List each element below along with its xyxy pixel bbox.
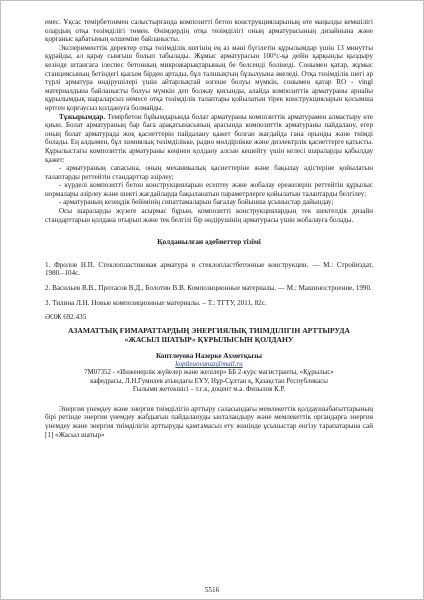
- affiliation-line: кафедрасы, Л.Н.Гумилев атындағы ЕҰУ, Нұр-Сұлтан қ, Қазақстан Республикасы: [90, 377, 328, 385]
- bullet-item: - арматураның сапасына, оның механикалық қасиеттеріне және бақылау әдістеріне қойылатын талаптарды реттейтін стандарттар әзірлеу;: [45, 164, 373, 181]
- reference-item: 2. Васильев В.В., Протасов В.Д., Болотин В.В. Композиционные материалы. — М.: Машиностроение, 1990.: [45, 284, 372, 293]
- article-title-line-1: АЗАМАТТЫҚ ҒИМАРАТТАРДЫҢ ЭНЕРГИЯЛЫҚ ТИІМДІЛІГІН АРТТЫРУДА: [68, 325, 350, 335]
- author-email-link[interactable]: koptleuovanaz@mail.ru: [175, 360, 243, 369]
- reference-item: 3. Тилина Л.Н. Новые композиционные материалы. – Т.: ТГТУ, 2011, 82с.: [45, 298, 267, 307]
- conclusion-label: Тұжырымдар.: [59, 112, 106, 121]
- conclusion-text: Темірбетон бұйымдарында болат арматураны композиттік арматурамен алмастыру өте қиын. Болат арматураның бар баға арақатынасының арасында композиттік арматураны пайдалану, егер оның болат арматурада жоқ қасиеттерін пайдалану қажет болған жағдайда ғана орынды және тиімді болады. Ең алдымен, бұл химиялық төзімділікке, радио мөлдірлікке және диэлектрлік қасиеттерге қатысты. Құрылыстағы композиттік арматураны кеңінен қолдану алсын кешейту үшін келесі шараларды қабылдау қажет:: [45, 112, 373, 164]
- closing-paragraph: Осы шараларды жүзеге асырмас бұрын, композитті конструкциялардың тек шектелдік дизайн стандарттарын қолдана отырып және тек белгілі бір өндірушінің арматурасы үшін жобалауға болады.: [45, 207, 373, 224]
- intro-paragraph-2: Эксперименттік деректер отқа төзімділік шегінің ең аз мәні бүгілетін құрылымдар үшін 13 минутты құрайды, ал қарау сынғыш болып табылады. Жұмыс арматурасын 100°с-қа дейін қарқынды қыздыру кезінде штангаға ілеспес бетонның микрожарықтарының бе белсенді болінеді. Сонымен қатар, жұмыс станциясының бетіндегі қысым бірден артады, бұл талшықтың бұзылуына әкеледі. Отқа төзімділік шегі әр түрлі арматура өндірушілері үшін айтарлықтай өзгеше болуы мүмкін, сонымен қатар RO - vingl материалдына байланысты болуы мүмкін деп болжау қисынды, алайда композиттік арматураны арнайы құрылымдық шараларсыз немесе отқа төзімділік талаптары қойылатын тірек конструкцияларын қосымша өртген қорғаусыз қолдануға болмайды.: [45, 43, 373, 112]
- conclusion-paragraph: [45, 113, 373, 165]
- bullet-item: - күрделі композитті бетон конструкцияларын есептеу және жобалау ережелерін реттейтін құрылыс нормалары әзірлеу және шекті жағдайларда бақыланатын параметрлерге қойылатын талаптарды белгілеу;: [45, 181, 373, 198]
- article-body-paragraph: Энергия үнемдеу және энергия тиімділігін арттыру саласындағы мемлекеттік қолдаушыбағыттарының бірі ретінде энергия үнемдеу жабдығын пайдалануды ынталандыру және мемлекеттік органдарға энергия үнемдеу және энергия тиімділігін арттыруды қамтамасыз ету жөнінде ұсыныстар енгізу тарапатарына сай [1] «Жасыл шатыр»: [45, 404, 373, 439]
- page-number: 5516: [204, 586, 220, 594]
- affiliation-line: Ғылыми жетекшісі – т.ғ.к, доцент м.а. Физылов К.Р.: [132, 386, 286, 394]
- reference-item: 1. Фролов Н.П. Стеклопластиковая арматура и стеклопластбетонные конструкции. — М.: Стройиздат, 1980.–104с.: [45, 260, 373, 278]
- udc-code: ӘОЖ 692.435: [45, 313, 87, 322]
- intro-paragraph-1: емес. Ұқсас темірбетонмен салыстырғанда композитті бетон конструкцияларының өте маңызды кемшілігі олардың отқа төзімділігі төмен. Өнімдердің отқа төзімділігі оның арматурасының дизайнына және қорғаныс қабатының өлшеміне байланысты.: [45, 18, 373, 44]
- references-title: Қолданылған әдебиеттер тізімі: [157, 237, 261, 247]
- document-page: [45, 18, 373, 439]
- author-name: Коптлеуова Назерке Ахметқызы: [156, 351, 262, 360]
- article-title-line-2: «ЖАСЫЛ ШАТЫР» ҚҰРЫЛЫСЫН ҚОЛДАНУ: [124, 334, 294, 344]
- bullet-item: - арматураның кезеңдік бейімінің сипаттамаларын бағалау бойынша ұсыныстар дайындау;: [59, 198, 334, 207]
- affiliation-line: 7М07352 - «Инженерлік жүйелер және желілер» ББ 2-курс магистранты, «Құрылыс»: [84, 369, 334, 376]
